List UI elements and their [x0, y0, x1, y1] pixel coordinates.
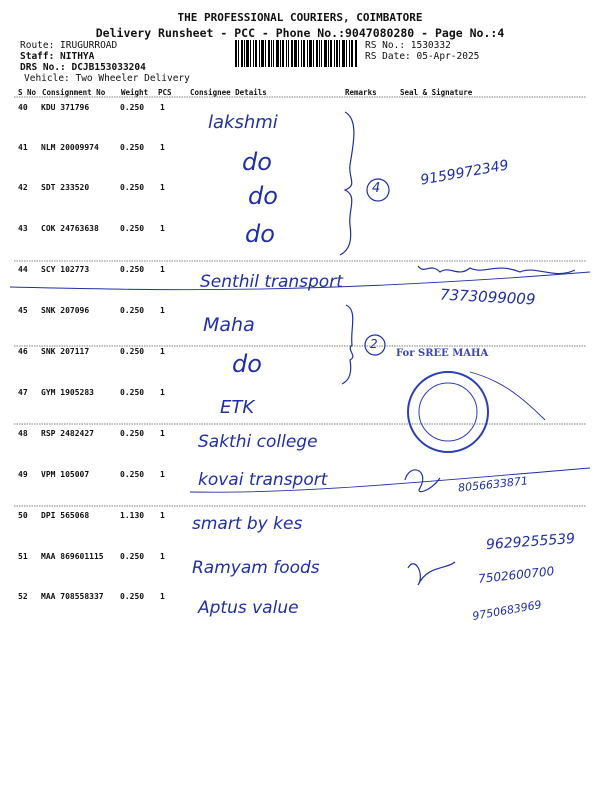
row-47-pcs: 1	[160, 388, 165, 397]
row-50-wt: 1.130	[120, 511, 145, 520]
row-44-pcs: 1	[160, 265, 165, 274]
row-52-cn: MAA 708558337	[41, 592, 104, 601]
row-47-sno: 47	[18, 388, 28, 397]
hw-consignee-46: do	[232, 350, 262, 378]
hw-consignee-47: ETK	[220, 397, 255, 418]
hw-consignee-45: Maha	[203, 314, 255, 336]
row-52-pcs: 1	[160, 592, 165, 601]
hw-consignee-44: Senthil transport	[200, 272, 343, 292]
row-51-pcs: 1	[160, 552, 165, 561]
shop-stamp-text: For SREE MAHA	[396, 348, 489, 359]
runsheet-subtitle: Delivery Runsheet - PCC - Phone No.:9047080280 - Page No.:4	[95, 26, 505, 40]
row-49-pcs: 1	[160, 470, 165, 479]
hw-phone-6: 9750683969	[471, 598, 543, 623]
row-46-cn: SNK 207117	[41, 347, 90, 356]
col-remarks-header: Remarks	[345, 88, 377, 97]
rs-date: RS Date: 05-Apr-2025	[365, 51, 480, 62]
row-41-pcs: 1	[160, 143, 165, 152]
hw-consignee-52: Aptus value	[198, 598, 299, 618]
row-47-cn: GYM 1905283	[41, 388, 94, 397]
hw-consignee-41: do	[242, 148, 272, 176]
row-46-pcs: 1	[160, 347, 165, 356]
row-42-cn: SDT 233520	[41, 183, 90, 192]
row-45-wt: 0.250	[120, 306, 145, 315]
row-46-wt: 0.250	[120, 347, 145, 356]
row-52-sno: 52	[18, 592, 28, 601]
row-51-sno: 51	[18, 552, 28, 561]
row-45-cn: SNK 207096	[41, 306, 90, 315]
row-43-wt: 0.250	[120, 224, 145, 233]
drs-label: DRS No.: DCJB153033204	[20, 62, 146, 73]
col-weight-header: Weight	[121, 88, 149, 97]
row-49-cn: VPM 105007	[41, 470, 90, 479]
col-pcs-header: PCS	[158, 88, 172, 97]
hw-consignee-48: Sakthi college	[198, 432, 318, 452]
hw-consignee-43: do	[245, 220, 275, 248]
row-40-sno: 40	[18, 103, 28, 112]
col-consignee-header: Consignee Details	[190, 88, 267, 97]
hw-consignee-51: Ramyam foods	[192, 558, 320, 578]
row-44-sno: 44	[18, 265, 28, 274]
col-consignment-header: Consignment No	[42, 88, 106, 97]
row-50-cn: DPI 565068	[41, 511, 90, 520]
hw-consignee-49: kovai transport	[198, 470, 328, 490]
hw-phone-1: 9159972349	[419, 157, 510, 189]
hw-consignee-50: smart by kes	[192, 514, 303, 534]
remarks-brace-2	[342, 305, 353, 384]
row-40-cn: KDU 371796	[41, 103, 90, 112]
remarks-brace-1	[340, 112, 354, 255]
row-48-cn: RSP 2482427	[41, 429, 94, 438]
row-42-sno: 42	[18, 183, 28, 192]
hw-phone-5: 7502600700	[477, 564, 555, 586]
seal-stamp	[408, 372, 488, 452]
row-42-pcs: 1	[160, 183, 165, 192]
col-seal-header: Seal & Signature	[400, 88, 473, 97]
company-title: THE PROFESSIONAL COURIERS, COIMBATORE	[177, 11, 423, 24]
col-sno-header: S No	[18, 88, 37, 97]
hw-phone-4: 9629255539	[485, 530, 576, 554]
row-41-wt: 0.250	[120, 143, 145, 152]
hw-remark-1: 4	[372, 181, 381, 196]
staff-label: Staff: NITHYA	[20, 51, 95, 62]
vehicle-label: Vehicle: Two Wheeler Delivery	[24, 73, 190, 84]
row-49-sno: 49	[18, 470, 28, 479]
hw-consignee-40: lakshmi	[208, 112, 278, 133]
row-41-sno: 41	[18, 143, 28, 152]
hw-consignee-42: do	[248, 182, 278, 210]
row-45-sno: 45	[18, 306, 28, 315]
hw-phone-3: 8056633871	[457, 474, 529, 495]
row-40-wt: 0.250	[120, 103, 145, 112]
row-44-wt: 0.250	[120, 265, 145, 274]
row-45-pcs: 1	[160, 306, 165, 315]
row-50-sno: 50	[18, 511, 28, 520]
row-51-cn: MAA 869601115	[41, 552, 104, 561]
hw-phone-2: 7373099009	[439, 285, 536, 309]
row-44-cn: SCY 102773	[41, 265, 90, 274]
row-41-cn: NLM 20009974	[41, 143, 99, 152]
row-43-sno: 43	[18, 224, 28, 233]
row-40-pcs: 1	[160, 103, 165, 112]
row-46-sno: 46	[18, 347, 28, 356]
row-49-wt: 0.250	[120, 470, 145, 479]
row-42-wt: 0.250	[120, 183, 145, 192]
row-47-wt: 0.250	[120, 388, 145, 397]
row-48-sno: 48	[18, 429, 28, 438]
hw-remark-2: 2	[370, 337, 378, 351]
row-43-pcs: 1	[160, 224, 165, 233]
row-48-wt: 0.250	[120, 429, 145, 438]
route-label: Route: IRUGURROAD	[20, 40, 118, 51]
row-43-cn: COK 24763638	[41, 224, 99, 233]
row-51-wt: 0.250	[120, 552, 145, 561]
row-52-wt: 0.250	[120, 592, 145, 601]
row-48-pcs: 1	[160, 429, 165, 438]
row-50-pcs: 1	[160, 511, 165, 520]
rs-number: RS No.: 1530332	[365, 40, 451, 51]
